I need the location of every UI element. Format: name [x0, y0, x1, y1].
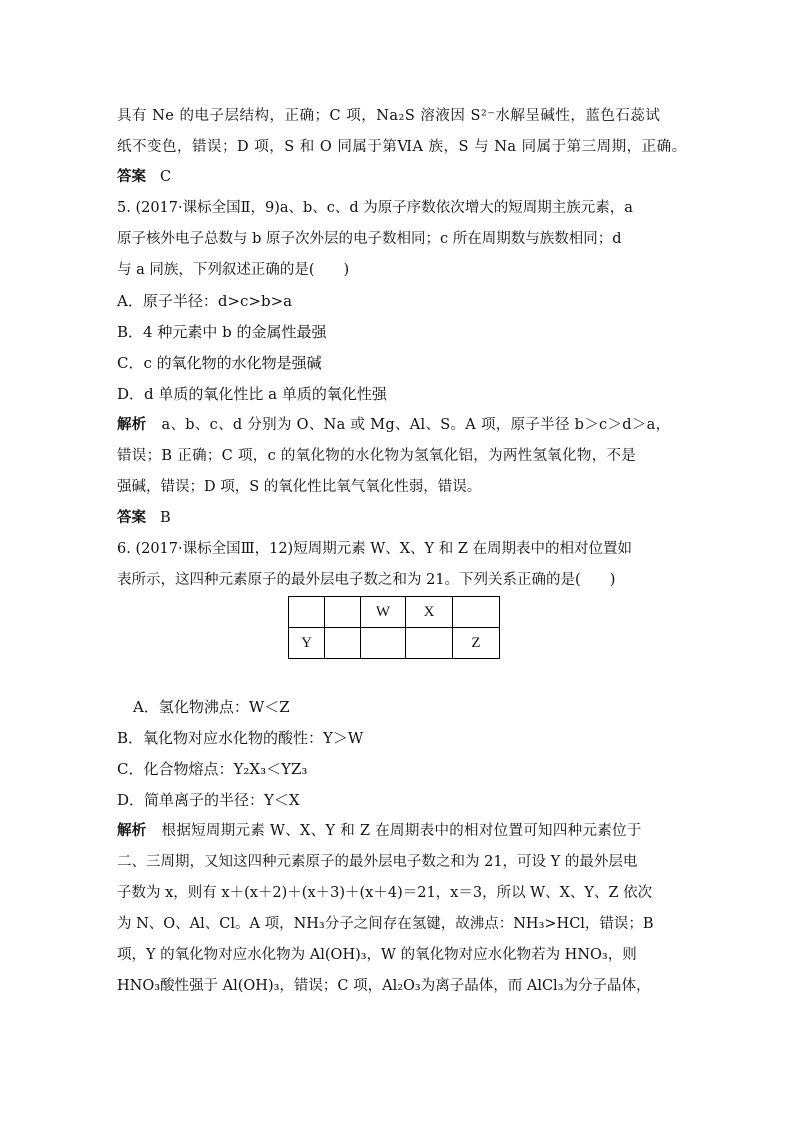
answer-label: 答案 [117, 168, 146, 185]
q5-analysis-line-1 [117, 415, 670, 435]
q5-analysis-line-2: 错误；B 正确；C 项，c 的氧化物的水化物为氢氧化铝，为两性氢氧化物，不是 [117, 448, 637, 464]
q5-analysis-text-1: a、b、c、d 分别为 O、Na 或 Mg、Al、S。A 项，原子半径 b＞c＞d＞a， [161, 417, 671, 433]
q5-option-c: C．c 的氧化物的水化物是强碱 [117, 354, 322, 372]
table-cell [406, 628, 453, 659]
table-cell: W [361, 597, 406, 628]
table-cell [325, 628, 361, 659]
q6-option-c: C．化合物熔点：Y₂X₃＜YZ₃ [117, 760, 308, 778]
q6-analysis-line-4: 为 N、O、Al、Cl。A 项，NH₃分子之间存在氢键，故沸点：NH₃>HCl，错误；B [117, 916, 654, 932]
table-cell [289, 597, 325, 628]
table-cell: Y [289, 628, 325, 659]
q5-option-a: A．原子半径：d>c>b>a [117, 292, 293, 310]
answer-label: 答案 [117, 509, 146, 526]
table-cell [325, 597, 361, 628]
q5-analysis-line-3: 强碱，错误；D 项，S 的氧化性比氧气氧化性弱，错误。 [117, 479, 482, 495]
q5-stem-line-1: 5. (2017·课标全国Ⅱ，9)a、b、c、d 为原子序数依次增大的短周期主族元素，a [117, 200, 633, 216]
table-cell: Z [453, 628, 500, 659]
table-cell [453, 597, 500, 628]
q6-stem-line-1: 6. (2017·课标全国Ⅲ，12)短周期元素 W、X、Y 和 Z 在周期表中的相对位置如 [117, 541, 633, 557]
q4-answer-value: C [160, 169, 172, 185]
q6-stem-line-2: 表所示，这四种元素原子的最外层电子数之和为 21。下列关系正确的是( ) [117, 572, 616, 588]
q5-option-b: B．4 种元素中 b 的金属性最强 [117, 323, 327, 341]
table-row [289, 628, 500, 659]
q6-option-d: D．简单离子的半径：Y＜X [117, 791, 300, 809]
q6-analysis-line-5: 项，Y 的氧化物对应水化物为 Al(OH)₃，W 的氧化物对应水化物若为 HNO₃，则 [117, 947, 637, 963]
q5-stem-line-2: 原子核外电子总数与 b 原子次外层的电子数相同；c 所在周期数与族数相同；d [117, 231, 622, 247]
q6-analysis-line-6: HNO₃酸性强于 Al(OH)₃，错误；C 项，Al₂O₃为离子晶体，而 AlCl₃为分子晶体， [117, 978, 651, 994]
periodic-position-table [288, 596, 500, 659]
analysis-label: 解析 [117, 416, 147, 433]
q6-analysis-line-1 [117, 821, 642, 841]
q6-option-b: B．氧化物对应水化物的酸性：Y＞W [117, 729, 364, 747]
q5-option-d: D．d 单质的氧化性比 a 单质的氧化性强 [117, 385, 387, 403]
q5-answer-value: B [160, 510, 171, 526]
q5-answer-row [117, 508, 171, 528]
q4-answer-row [117, 167, 171, 187]
q6-option-a: A．氢化物沸点：W＜Z [133, 698, 290, 716]
analysis-label: 解析 [117, 822, 147, 839]
q6-analysis-line-3: 子数为 x，则有 x＋(x＋2)＋(x＋3)＋(x＋4)＝21，x＝3，所以 W、X、Y、Z 依次 [117, 885, 653, 901]
intro-line-2: 纸不变色，错误；D 项，S 和 O 同属于第ⅥA 族，S 与 Na 同属于第三周期，正确。 [117, 139, 687, 155]
table-cell: X [406, 597, 453, 628]
q6-analysis-line-2: 二、三周期，又知这四种元素原子的最外层电子数之和为 21，可设 Y 的最外层电 [117, 854, 638, 870]
table-row [289, 597, 500, 628]
q6-analysis-text-1: 根据短周期元素 W、X、Y 和 Z 在周期表中的相对位置可知四种元素位于 [161, 823, 642, 839]
table-cell [361, 628, 406, 659]
intro-line-1: 具有 Ne 的电子层结构，正确；C 项，Na₂S 溶液因 S²⁻水解呈碱性，蓝色石蕊试 [117, 108, 661, 124]
q5-stem-line-3: 与 a 同族，下列叙述正确的是( ) [117, 262, 350, 278]
